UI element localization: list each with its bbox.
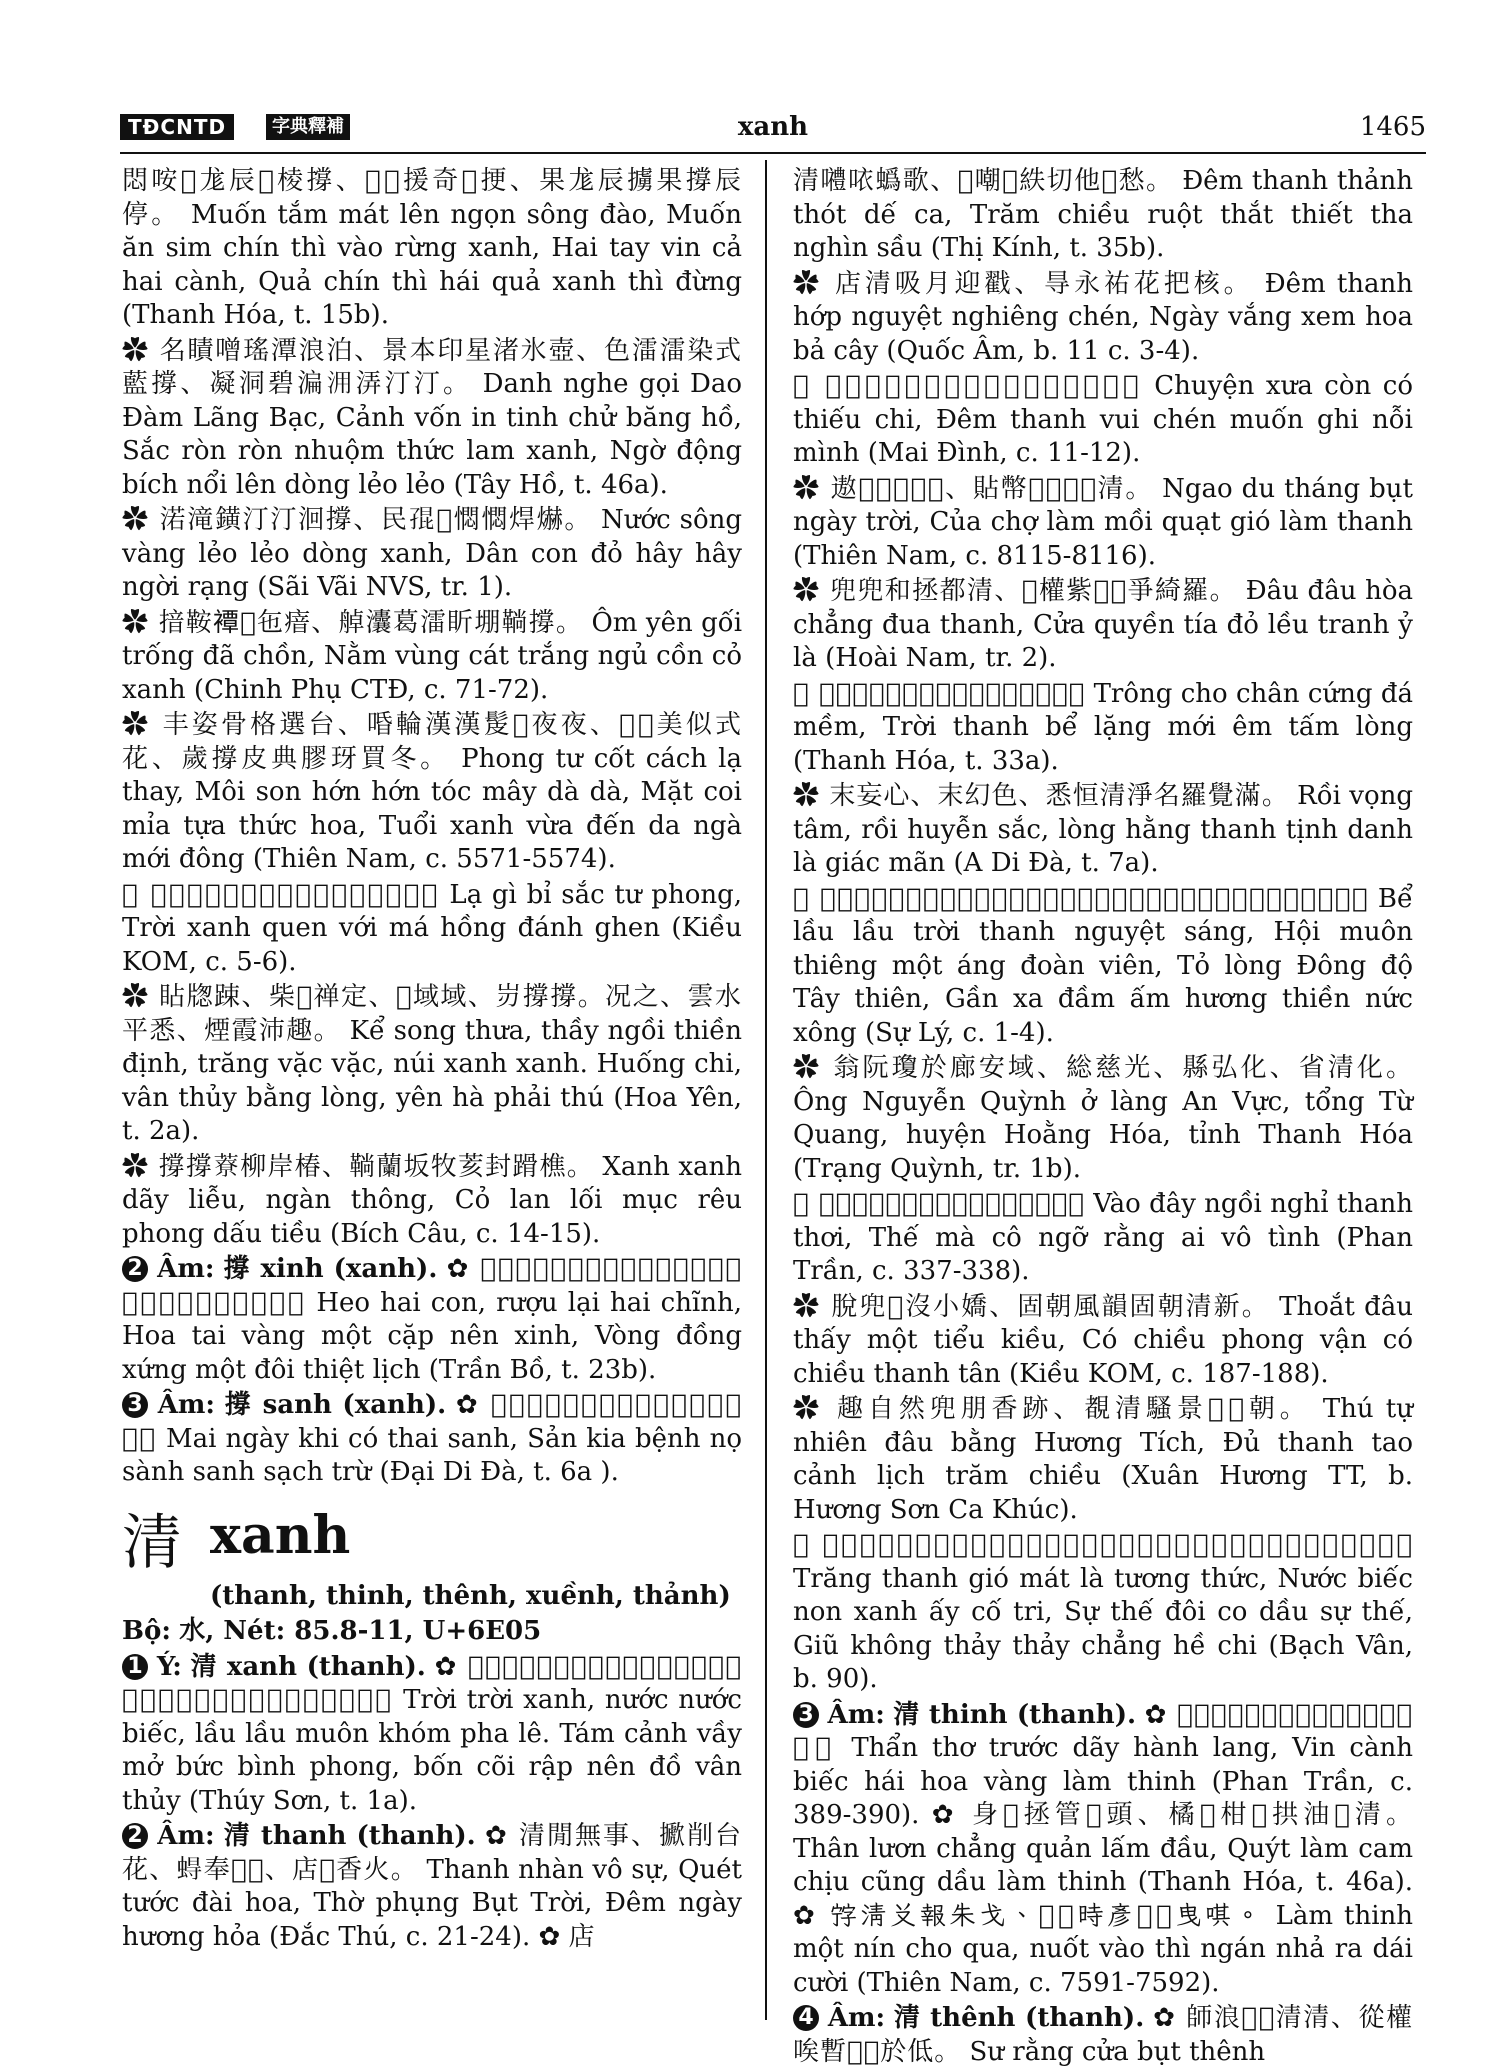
dictionary-abbrev-badge: TĐCNTD — [120, 114, 234, 140]
citation: ✿ 兜兜和拯都清、𨷑權紫𧺀𦺓爭綺羅。 Đâu đâu hòa chẳng đua thanh, Cửa quyền tía đỏ lều tranh ỷ là (Hoài Nam, tr. 2). — [793, 576, 1413, 673]
citation: ✿ 翁阮瓊於廊安域、総慈光、縣弘化、省清化。 Ông Nguyễn Quỳnh ở làng An Vực, tổng Từ Quang, huyện Hoằng Hóa, tỉnh Thanh Hóa (Trạng Quỳnh, tr. 1b). — [793, 1053, 1413, 1184]
page-number: 1465 — [1359, 112, 1426, 142]
entry-han-character: 清 — [122, 1507, 182, 1578]
sense-2: 2 Âm: 撐 xinh (xanh). ✿ 𤞻𨁮𡥵、𨢇吏𨁮埕、花聰鐄㝵扱铖撐、鈓銅稱㝵堆實歷。 Heo hai con, rượu lại hai chĩnh, Hoa tai vàng một cặp nên xinh, Vòng đồng xứng một đôi thiệt lịch (Trần Bồ, t. 23b). — [122, 1254, 743, 1385]
column-divider — [765, 160, 767, 2020]
left-column — [122, 165, 742, 2035]
citation: ✿ 脫兜𧡊沒小嬌、固朝風韻固朝清新。 Thoắt đâu thấy một tiểu kiều, Có chiều phong vận có chiều thanh tân (Kiều KOM, c. 187-188). — [793, 1291, 1414, 1389]
citation: ✿ 揞鞍𧝓𧁷㐌瘖、䑲灢葛㵢盺堋鞝撐。 Ôm yên gối trống đã chồn, Nằm vùng cát trắng ngủ cồn cỏ xanh (Chinh Phụ CTĐ, c. 71-72). — [122, 607, 743, 705]
citation: ✿ 丰姿骨格選台、㖧輪漢漢髲𨖲夜夜、𦖑𥈶美似式花、歲撐皮典膠玡買冬。 Phong tư cốt cách lạ thay, Môi son hớn hớn tóc mây dà dà, Mặt coi mỉa tựa thức hoa, Tuổi xanh vừa đến da ngà mới đông (Thiên Nam, c. 5571-5574). — [122, 710, 742, 874]
entry-sense-4: 4 Âm: 清 thênh (thanh). ✿ 師浪𨷑𡍚清清、從權唉暫𢫝𨉟於低。 Sư rằng cửa bụt thênh — [793, 2003, 1414, 2067]
citation: ✿ 𡂂𢘾群固少之、𣈜清𢝙戳悶筘内𨉟。 Chuyện xưa còn có thiếu chi, Đêm thanh vui chén muốn ghi nỗi mình (Mai Đình, c. 11-12). — [793, 371, 1413, 468]
entry-heading — [122, 1504, 742, 1580]
citation: ✿ 𣷷漏漏𡗶清月朗、會悶𠋥沒盎團圓、㸃悉東土西天、𧵑𥋳潭𤏬香禪𠺵衝。 Bể lầu lầu trời thanh nguyệt sáng, Hội muôn thiêng một áng đoàn viên, Tỏ lòng Đông độ Tây thiên, Gần xa đầm ấm hương thiền nức xông (Sự Lý, c. 1-4). — [793, 883, 1413, 1048]
citation: ✿ 䀡牎踈、柴𡝕禅定、𣎃域域、岃撐撐。况之、雲水平悉、煙霞沛趣。 Kể song thưa, thầy ngồi thiền định, trăng vặc vặc, núi xanh xanh. Huống chi, vân thủy bằng lòng, yên hà phải thú (Hoa Yên, t. 2a). — [122, 982, 742, 1146]
citation: ✿ 渃滝鐄汀汀洄撐、民𡥵𧹻㦖㦖焊爀。 Nước sông vàng lẻo lẻo dòng xanh, Dân con đỏ hây hây ngời rạng (Sãi Vãi NVS, tr. 1). — [122, 505, 743, 602]
citation: ✿ 撐撐𦼔柳岸椿、鞝蘭坂牧荄封𨃴樵。 Xanh xanh dãy liễu, ngàn thông, Cỏ lan lối mục rêu phong dấu tiều (Bích Câu, c. 14-15). — [122, 1151, 743, 1249]
citation: ✿ 店清吸月迎戳、㝵永祐花把核。 Đêm thanh hớp nguyệt nghiêng chén, Ngày vắng xem hoa bả cây (Quốc Âm, b. 11 c. 3-4). — [793, 268, 1414, 366]
citation: ✿ 𥉫朱𩠱勁𥑥鍛、𡗶清㵢𣷷買淹𦙯悉。 Trông cho chân cứng đá mềm, Trời thanh bể lặng mới êm tấm lòng (Thanh Hóa, t. 33a). — [793, 678, 1413, 776]
citation: ✿ 末妄心、末幻色、悉恒清淨名羅覺滿。 Rồi vọng tâm, rồi huyễn sắc, lòng hằng thanh tịnh danh là giác mãn (A Di Đà, t. 7a). — [793, 781, 1413, 878]
dictionary-han-title: 字典釋補 — [266, 114, 350, 140]
entry-headword: xanh — [210, 1504, 351, 1566]
citation: ✿ 𠳨咦彼嗇斯豊、𡗶撐悄貝腮紅打慳。 Lạ gì bỉ sắc tư phong, Trời xanh quen với má hồng đánh ghen (Kiều KOM, c. 5-6). — [122, 879, 742, 977]
right-column — [793, 165, 1414, 2067]
entry-radical: Bộ: 水, Nét: 85.8-11, U+6E05 — [122, 1616, 542, 1646]
running-headword: xanh — [737, 112, 809, 142]
header-rule — [120, 152, 1426, 154]
number-2-icon: 2 — [122, 1256, 148, 1282]
number-3-icon: 3 — [122, 1392, 148, 1418]
number-3-icon: 3 — [793, 1702, 819, 1728]
citation: ✿ 𣎃清𩙍沫羅相訖、渃碧𡮈青意故知、事世堆孤油事世、擨空汰汰拯兮之。 Trăng thanh gió mát là tương thức, Nước biếc non xanh ấy cố tri, Sự thế đôi co dầu sự thế, Giũ không thảy thảy chẳng hề chi (Bạch Vân, b. 90). — [793, 1530, 1413, 1694]
entry-sense-1: 1 Ý: 清 xanh (thanh). ✿ 𡗶𡗶清、渃渃碧、漏漏閃茯坡黎、𢯏景圍𦑃幅屏風、𥱬𡍚泣铖囚雲水。 Trời trời xanh, nước nước biếc, lầu lầu muôn khóm pha lê. Tám cảnh vầy mở bức bình phong, bốn cõi rập nên đồ vân thủy (Thúy Sơn, t. 1a). — [122, 1651, 743, 1816]
citation: ✿ 趣自然兜朋香跡、覩清騷景𪽝𢆥朝。 Thú tự nhiên đâu bằng Hương Tích, Đủ thanh tao cảnh lịch trăm chiều (Xuân Hương TT, b. Hương Sơn Ca Khúc). — [793, 1394, 1414, 1525]
sense-3: 3 Âm: 撐 sanh (xanh). ✿ 𣈕𣈜欺固胎生、產箕病怒硭撐瀝除。 Mai ngày khi có thai sanh, Sản kia bệnh nọ sành sanh sạch trừ (Đại Di Đà, t. 6a ). — [122, 1390, 742, 1487]
citation: 悶咹𥟉尨辰𠢞棱撐、𨁮𥐆援奇𨁮挭、果尨辰擄果撐辰停。 Muốn tắm mát lên ngọn sông đào, Muốn ăn sim chín thì vào rừng xanh, Hai tay vin cả hai cành, Quả chín thì hái quả xanh thì đừng (Thanh Hóa, t. 15b). — [122, 166, 742, 330]
citation: ✿ 遨𨀈𦟐𡍚𣈜𡗶、貼幣𡨸𦝄𪀄𠫾清。 Ngao du tháng bụt ngày trời, Của chợ làm mồi quạt gió làm thanh (Thiên Nam, c. 8115-8116). — [793, 473, 1413, 571]
entry-sense-2: 2 Âm: 清 thanh (thanh). ✿ 清閒無事、擨削台花、𧍋奉𡍚𡗶、店𣈜香火。 Thanh nhàn vô sự, Quét tước đài hoa, Thờ phụng Bụt Trời, Đêm ngày hương hỏa (Đắc Thú, c. 21-24). ✿ 店 — [122, 1821, 742, 1952]
citation: ✿ 𠢞低𢓡𢜝清台、𡏧麻姑語浪埃無情。 Vào đây ngồi nghỉ thanh thơi, Thế mà cô ngỡ rằng ai vô tình (Phan Trần, c. 337-338). — [793, 1189, 1414, 1286]
citation: ✿ 名瞔噌瑤潭浪泊、景本印星渚氷壺、色㵢㵢染式藍撐、凝洞碧㴜𣳔㳥汀汀。 Danh nghe gọi Dao Đàm Lãng Bạc, Cảnh vốn in tinh chử băng hồ, Sắc ròn ròn nhuộm thức lam xanh, Ngờ động bích nổi lên dòng lẻo lẻo (Tây Hồ, t. 46a). — [122, 335, 742, 500]
number-4-icon: 4 — [793, 2005, 819, 2031]
entry-sense-3: 3 Âm: 清 thinh (thanh). ✿ 𥢆踈𨋤𠰺行廊、援梗碧擄花鐄𡨸清。 Thẩn thơ trước dãy hành lang, Vin cành biếc hái hoa vàng làm thinh (Phan Trần, c. 389-390). ✿ 身𧎠拯管𡏥頭、橘𡨸柑𡗶拱油𡨸清。 Thân lươn chẳng quản lấm đầu, Quýt làm cam chịu cũng dầu làm thinh (Thanh Hóa, t. 46a). ✿ 𡨸清𠬠報朱戈、𠹾𠢞時彥𠰘𥿗曳唭。 Làm thinh một nín cho qua, nuốt vào thì ngán nhả ra dái cười (Thiên Nam, c. 7591-7592). — [793, 1699, 1414, 1998]
number-2-icon: 2 — [122, 1823, 148, 1849]
citation: 清𡅏𠲖蟡歌、𢆥嘲𦜞紩切他𢗼愁。 Đêm thanh thảnh thót dế ca, Trăm chiều ruột thắt thiết tha nghìn sầu (Thị Kính, t. 35b). — [793, 166, 1413, 263]
page-header — [120, 110, 1426, 154]
number-1-icon: 1 — [122, 1654, 148, 1680]
entry-alt-readings: (thanh, thinh, thênh, xuềnh, thảnh) — [210, 1580, 731, 1611]
